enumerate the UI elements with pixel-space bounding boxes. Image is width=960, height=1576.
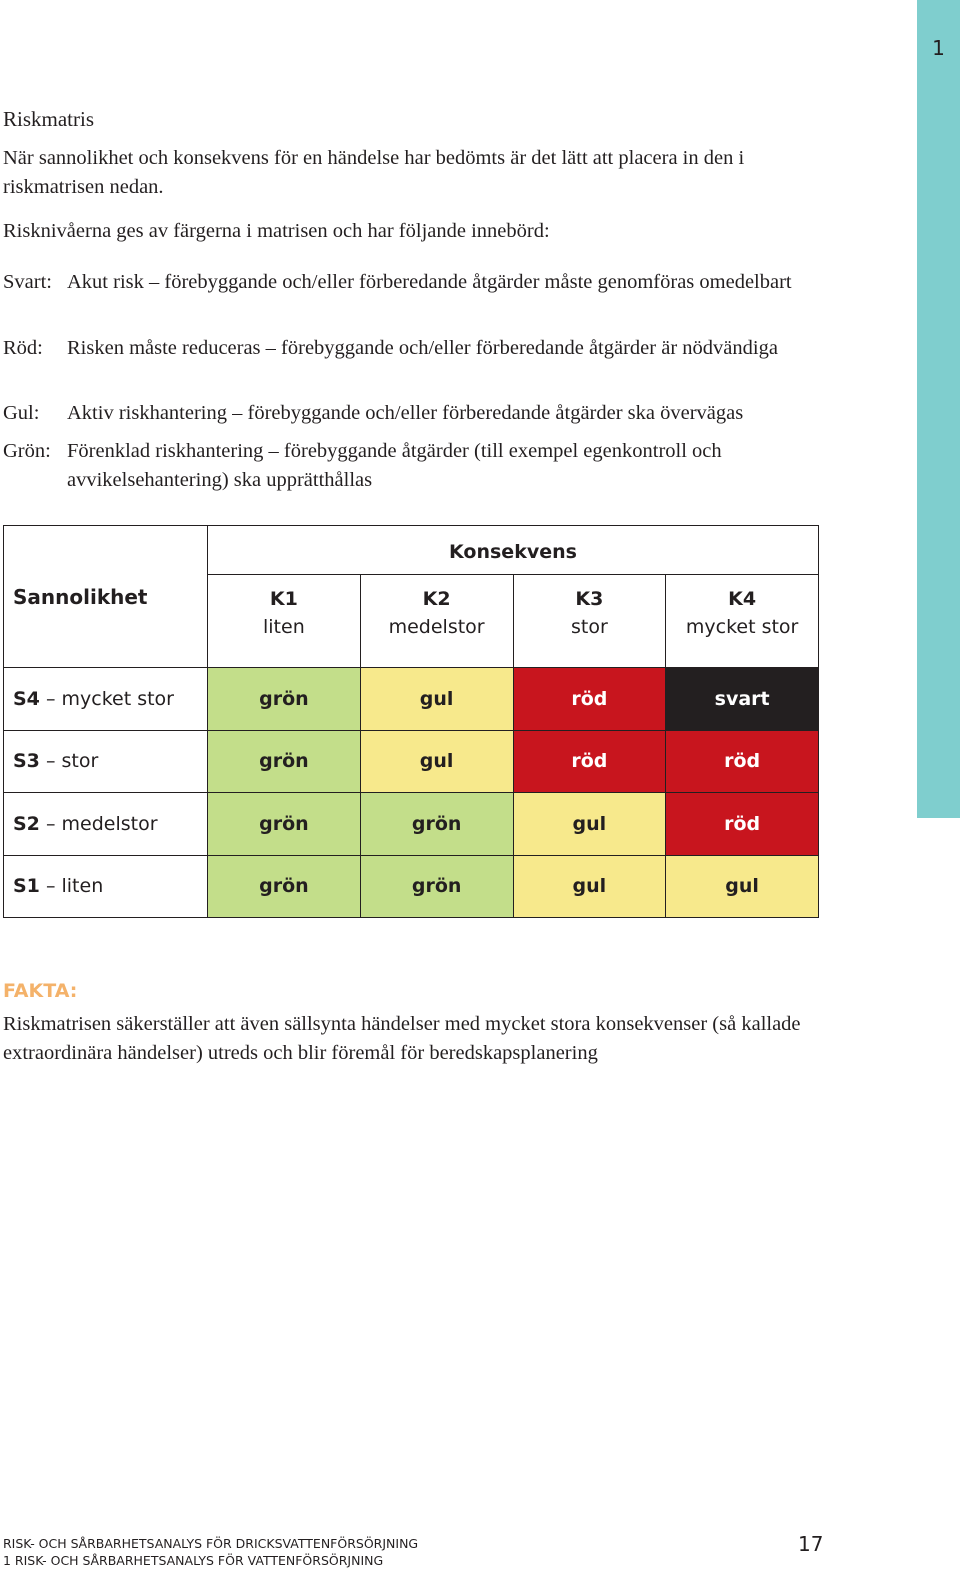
risk-cell: grön <box>360 855 513 918</box>
row-code: S2 <box>13 812 40 835</box>
risk-cell: gul <box>666 855 819 918</box>
matrix-row-s2 <box>4 793 819 856</box>
definition-term: Röd: <box>3 337 43 359</box>
row-label: liten <box>61 875 104 898</box>
risk-cell: röd <box>666 730 819 793</box>
risk-cell: svart <box>666 668 819 731</box>
matrix-row-s1 <box>4 855 819 918</box>
running-footer <box>3 1535 418 1569</box>
column-label: stor <box>570 616 608 638</box>
definition-text: Akut risk – förebyggande och/eller förberedande åtgärder måste genomföras omedelbart <box>67 271 792 293</box>
footer-line-2: 1 RISK- OCH SÅRBARHETSANALYS FÖR VATTENFÖRSÖRJNING <box>3 1553 384 1568</box>
definition-term: Grön: <box>3 440 51 462</box>
risk-cell: röd <box>513 668 666 731</box>
matrix-row-s3 <box>4 730 819 793</box>
probability-row-label <box>4 855 208 918</box>
consequence-column-k4 <box>666 575 819 668</box>
definition-rod <box>3 334 863 363</box>
row-label: mycket stor <box>61 687 174 710</box>
column-code: K4 <box>728 588 757 610</box>
definition-gul <box>3 399 863 428</box>
column-label: mycket stor <box>685 616 799 638</box>
row-code: S1 <box>13 875 40 898</box>
column-label: liten <box>263 616 305 638</box>
risk-cell: gul <box>513 855 666 918</box>
risk-cell: gul <box>360 668 513 731</box>
row-label: stor <box>61 750 99 773</box>
risk-matrix <box>3 525 819 918</box>
risk-cell: grön <box>208 855 361 918</box>
column-code: K3 <box>575 588 604 610</box>
risk-cell: grön <box>208 793 361 856</box>
fakta-text: Riskmatrisen säkerställer att även sällsynta händelser med mycket stora konsekvenser (så kallade extraordinära händelser) utreds och blir föremål för beredskapsplanering <box>3 1013 801 1064</box>
footer-line-1: RISK- OCH SÅRBARHETSANALYS FÖR DRICKSVATTENFÖRSÖRJNING <box>3 1536 419 1551</box>
matrix-row-s4 <box>4 668 819 731</box>
definition-term: Svart: <box>3 271 52 293</box>
row-dash: – <box>45 812 56 835</box>
risk-cell: grön <box>208 730 361 793</box>
row-label: medelstor <box>61 812 158 835</box>
intro-paragraph: När sannolikhet och konsekvens för en händelse har bedömts är det lätt att placera in den i riskmatrisen nedan. <box>3 147 745 198</box>
column-label: medelstor <box>388 616 485 638</box>
definition-gron <box>3 437 863 495</box>
definition-text: Risken måste reduceras – förebyggande och/eller förberedande åtgärder är nödvändiga <box>67 337 778 359</box>
column-code: K1 <box>269 588 298 610</box>
row-dash: – <box>45 687 56 710</box>
row-dash: – <box>45 875 56 898</box>
consequence-column-k3 <box>513 575 666 668</box>
column-code: K2 <box>422 588 451 610</box>
consequence-column-k2 <box>360 575 513 668</box>
risk-cell: grön <box>208 668 361 731</box>
risk-cell: röd <box>666 793 819 856</box>
section-heading: Riskmatris <box>3 107 95 131</box>
probability-header: Sannolikhet <box>4 526 208 668</box>
risk-cell: röd <box>513 730 666 793</box>
definition-text: Aktiv riskhantering – förebyggande och/eller förberedande åtgärder ska övervägas <box>67 402 744 424</box>
risk-cell: gul <box>513 793 666 856</box>
page-number: 17 <box>798 1532 824 1556</box>
row-code: S4 <box>13 687 40 710</box>
definition-svart <box>3 268 863 297</box>
chapter-tab <box>917 0 960 818</box>
row-code: S3 <box>13 750 40 773</box>
probability-row-label <box>4 793 208 856</box>
probability-row-label <box>4 730 208 793</box>
fakta-label: FAKTA: <box>3 980 78 1002</box>
consequence-column-k1 <box>208 575 361 668</box>
consequence-header: Konsekvens <box>208 526 819 575</box>
risk-cell: grön <box>360 793 513 856</box>
probability-row-label <box>4 668 208 731</box>
levels-intro-paragraph: Risknivåerna ges av färgerna i matrisen och har följande innebörd: <box>3 220 550 242</box>
chapter-number: 1 <box>932 36 945 60</box>
row-dash: – <box>45 750 56 773</box>
definition-term: Gul: <box>3 402 40 424</box>
definition-text: Förenklad riskhantering – förebyggande åtgärder (till exempel egenkontroll och avvikelsehantering) ska upprätthållas <box>67 440 722 491</box>
risk-cell: gul <box>360 730 513 793</box>
